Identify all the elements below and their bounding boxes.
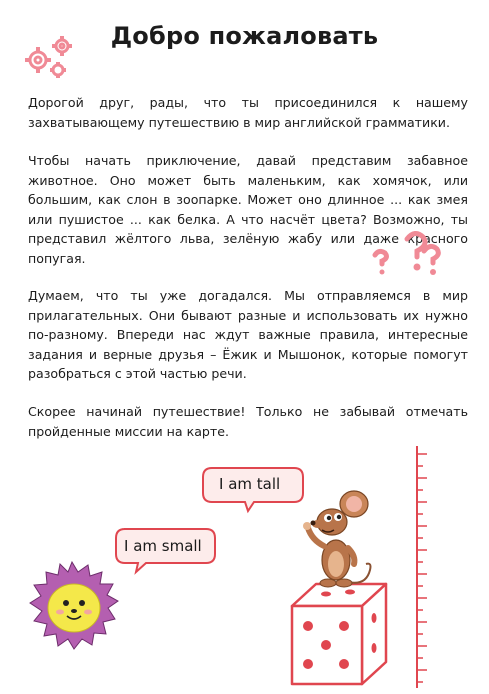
imagine-paragraph: Чтобы начать приключение, давай представим забавное животное. Оно может быть маленьким, как хомячок, или большим, как слон в зоопарке. Может оно длинное ... как змея или пушистое ... как белка. А что насчёт цвета? Возможно, ты представил жёлтого льва, зелёную жабу или даже красного попугая. xyxy=(28,153,468,266)
hedgehog-illustration xyxy=(22,556,122,652)
dice-illustration xyxy=(286,578,390,688)
speech-bubble-tall xyxy=(198,464,306,518)
question-marks-icon xyxy=(367,225,447,280)
adjectives-paragraph: Думаем, что ты уже догадался. Мы отправляемся в мир прилагательных. Они бывают разные и использовать их нужно по-разному. Впереди нас ждут важные правила, интересные задания и верные друзья – Ёжик и Мышонок, которые помогут разобраться с этой частью речи. xyxy=(28,288,468,381)
speech-bubble-small xyxy=(110,525,220,579)
start-journey-paragraph: Скорее начинай путешествие! Только не забывай отмечать пройденные миссии на карте. xyxy=(28,404,468,439)
bubble-small-text: I am small xyxy=(124,537,202,555)
intro-paragraph: Дорогой друг, рады, что ты присоединился к нашему захватывающему путешествию в мир английской грамматики. xyxy=(28,95,468,130)
bubble-tall-text: I am tall xyxy=(219,475,281,493)
page-title: Добро пожаловать xyxy=(110,22,379,50)
mouse-illustration xyxy=(296,488,376,592)
ruler-illustration xyxy=(407,444,433,690)
